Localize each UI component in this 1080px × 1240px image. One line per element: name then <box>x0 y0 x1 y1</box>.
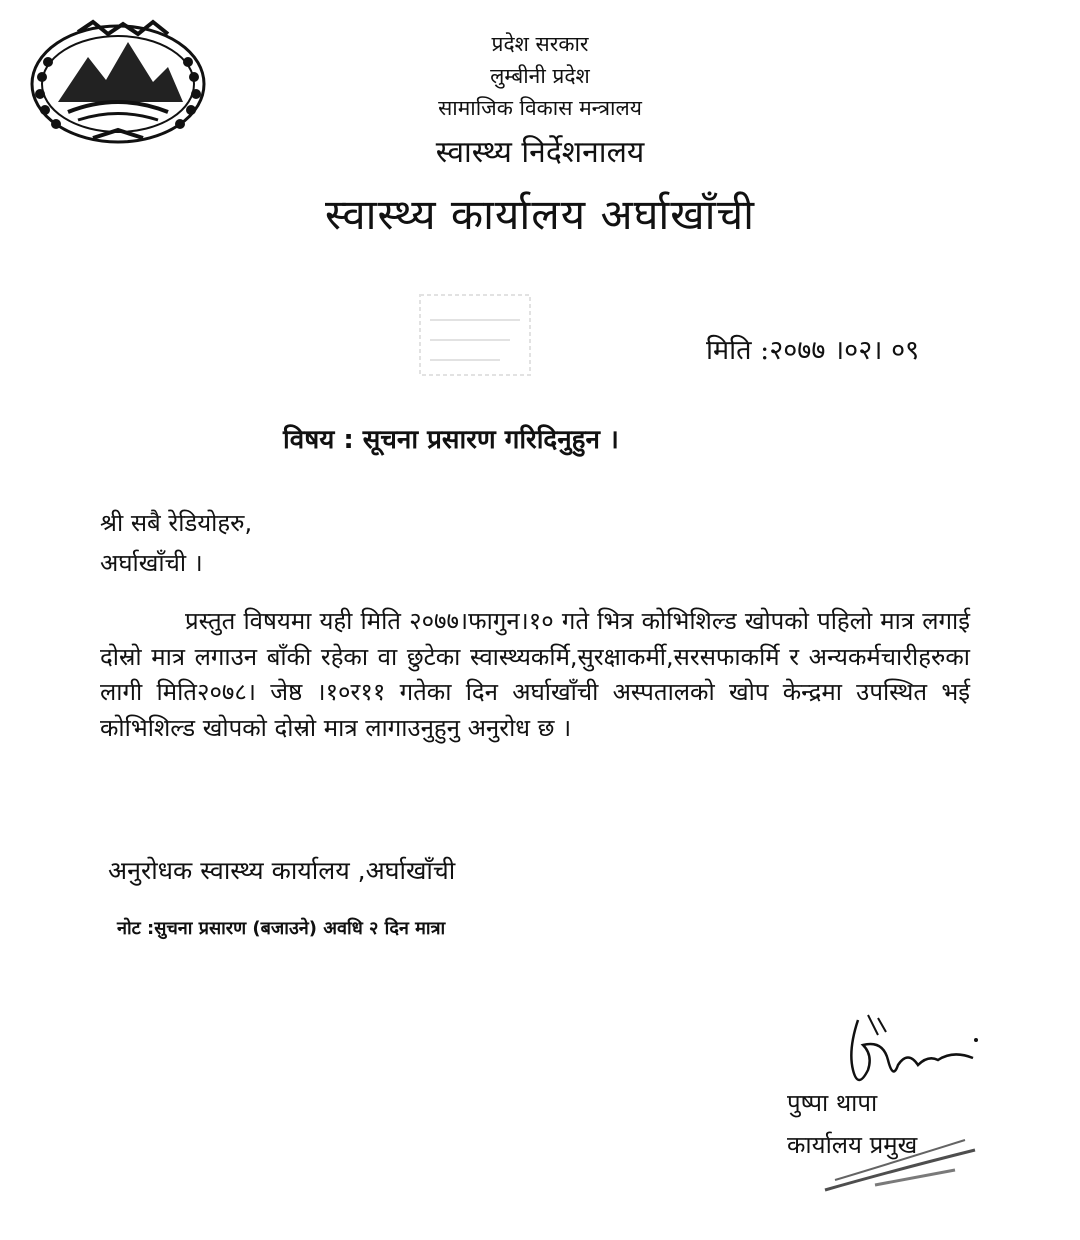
signatory-title: कार्यालय प्रमुख <box>787 1131 918 1159</box>
requester-line: अनुरोधक स्वास्थ्य कार्यालय ,अर्घाखाँची <box>108 856 456 885</box>
header-province: लुम्बीनी प्रदेश <box>490 64 590 88</box>
header-office-title: स्वास्थ्य कार्यालय अर्घाखाँची <box>324 190 756 239</box>
header-directorate: स्वास्थ्य निर्देशनालय <box>435 135 645 170</box>
letter-subject: विषय : सूचना प्रसारण गरिदिनुहुन । <box>283 425 619 455</box>
signatory-name: पुष्पा थापा <box>787 1089 878 1117</box>
broadcast-note: नोट :सुचना प्रसारण (बजाउने) अवधि २ दिन मात्रा <box>117 918 446 939</box>
office-stamp <box>815 1110 985 1200</box>
faint-stamp-mark <box>415 290 535 380</box>
header-ministry: सामाजिक विकास मन्त्रालय <box>438 96 642 120</box>
addressee-line-2: अर्घाखाँची । <box>100 549 203 577</box>
letter-body: प्रस्तुत विषयमा यही मिति २०७७।फागुन।१० गते भित्र कोभिशिल्ड खोपको पहिलो मात्र लगाई दोस्रो मात्र लगाउन बाँकी रहेका वा छुटेका स्वास्थ्यकर्मि,सुरक्षाकर्मी,सरसफाकर्मि र अन्यकर्मचारीहरुका लागी मिति२०७८। जेष्ठ ।१०र११ गतेका दिन अर्घाखाँची अस्पतालको खोप केन्द्रमा उपस्थित भई कोभिशिल्ड खोपको दोस्रो मात्र लागाउनुहुनु अनुरोध छ । <box>100 607 970 742</box>
letter-date: मिति :२०७७ ।०२। ०९ <box>706 335 920 366</box>
addressee-line-1: श्री सबै रेडियोहरु, <box>100 509 253 537</box>
header-government: प्रदेश सरकार <box>491 32 589 56</box>
